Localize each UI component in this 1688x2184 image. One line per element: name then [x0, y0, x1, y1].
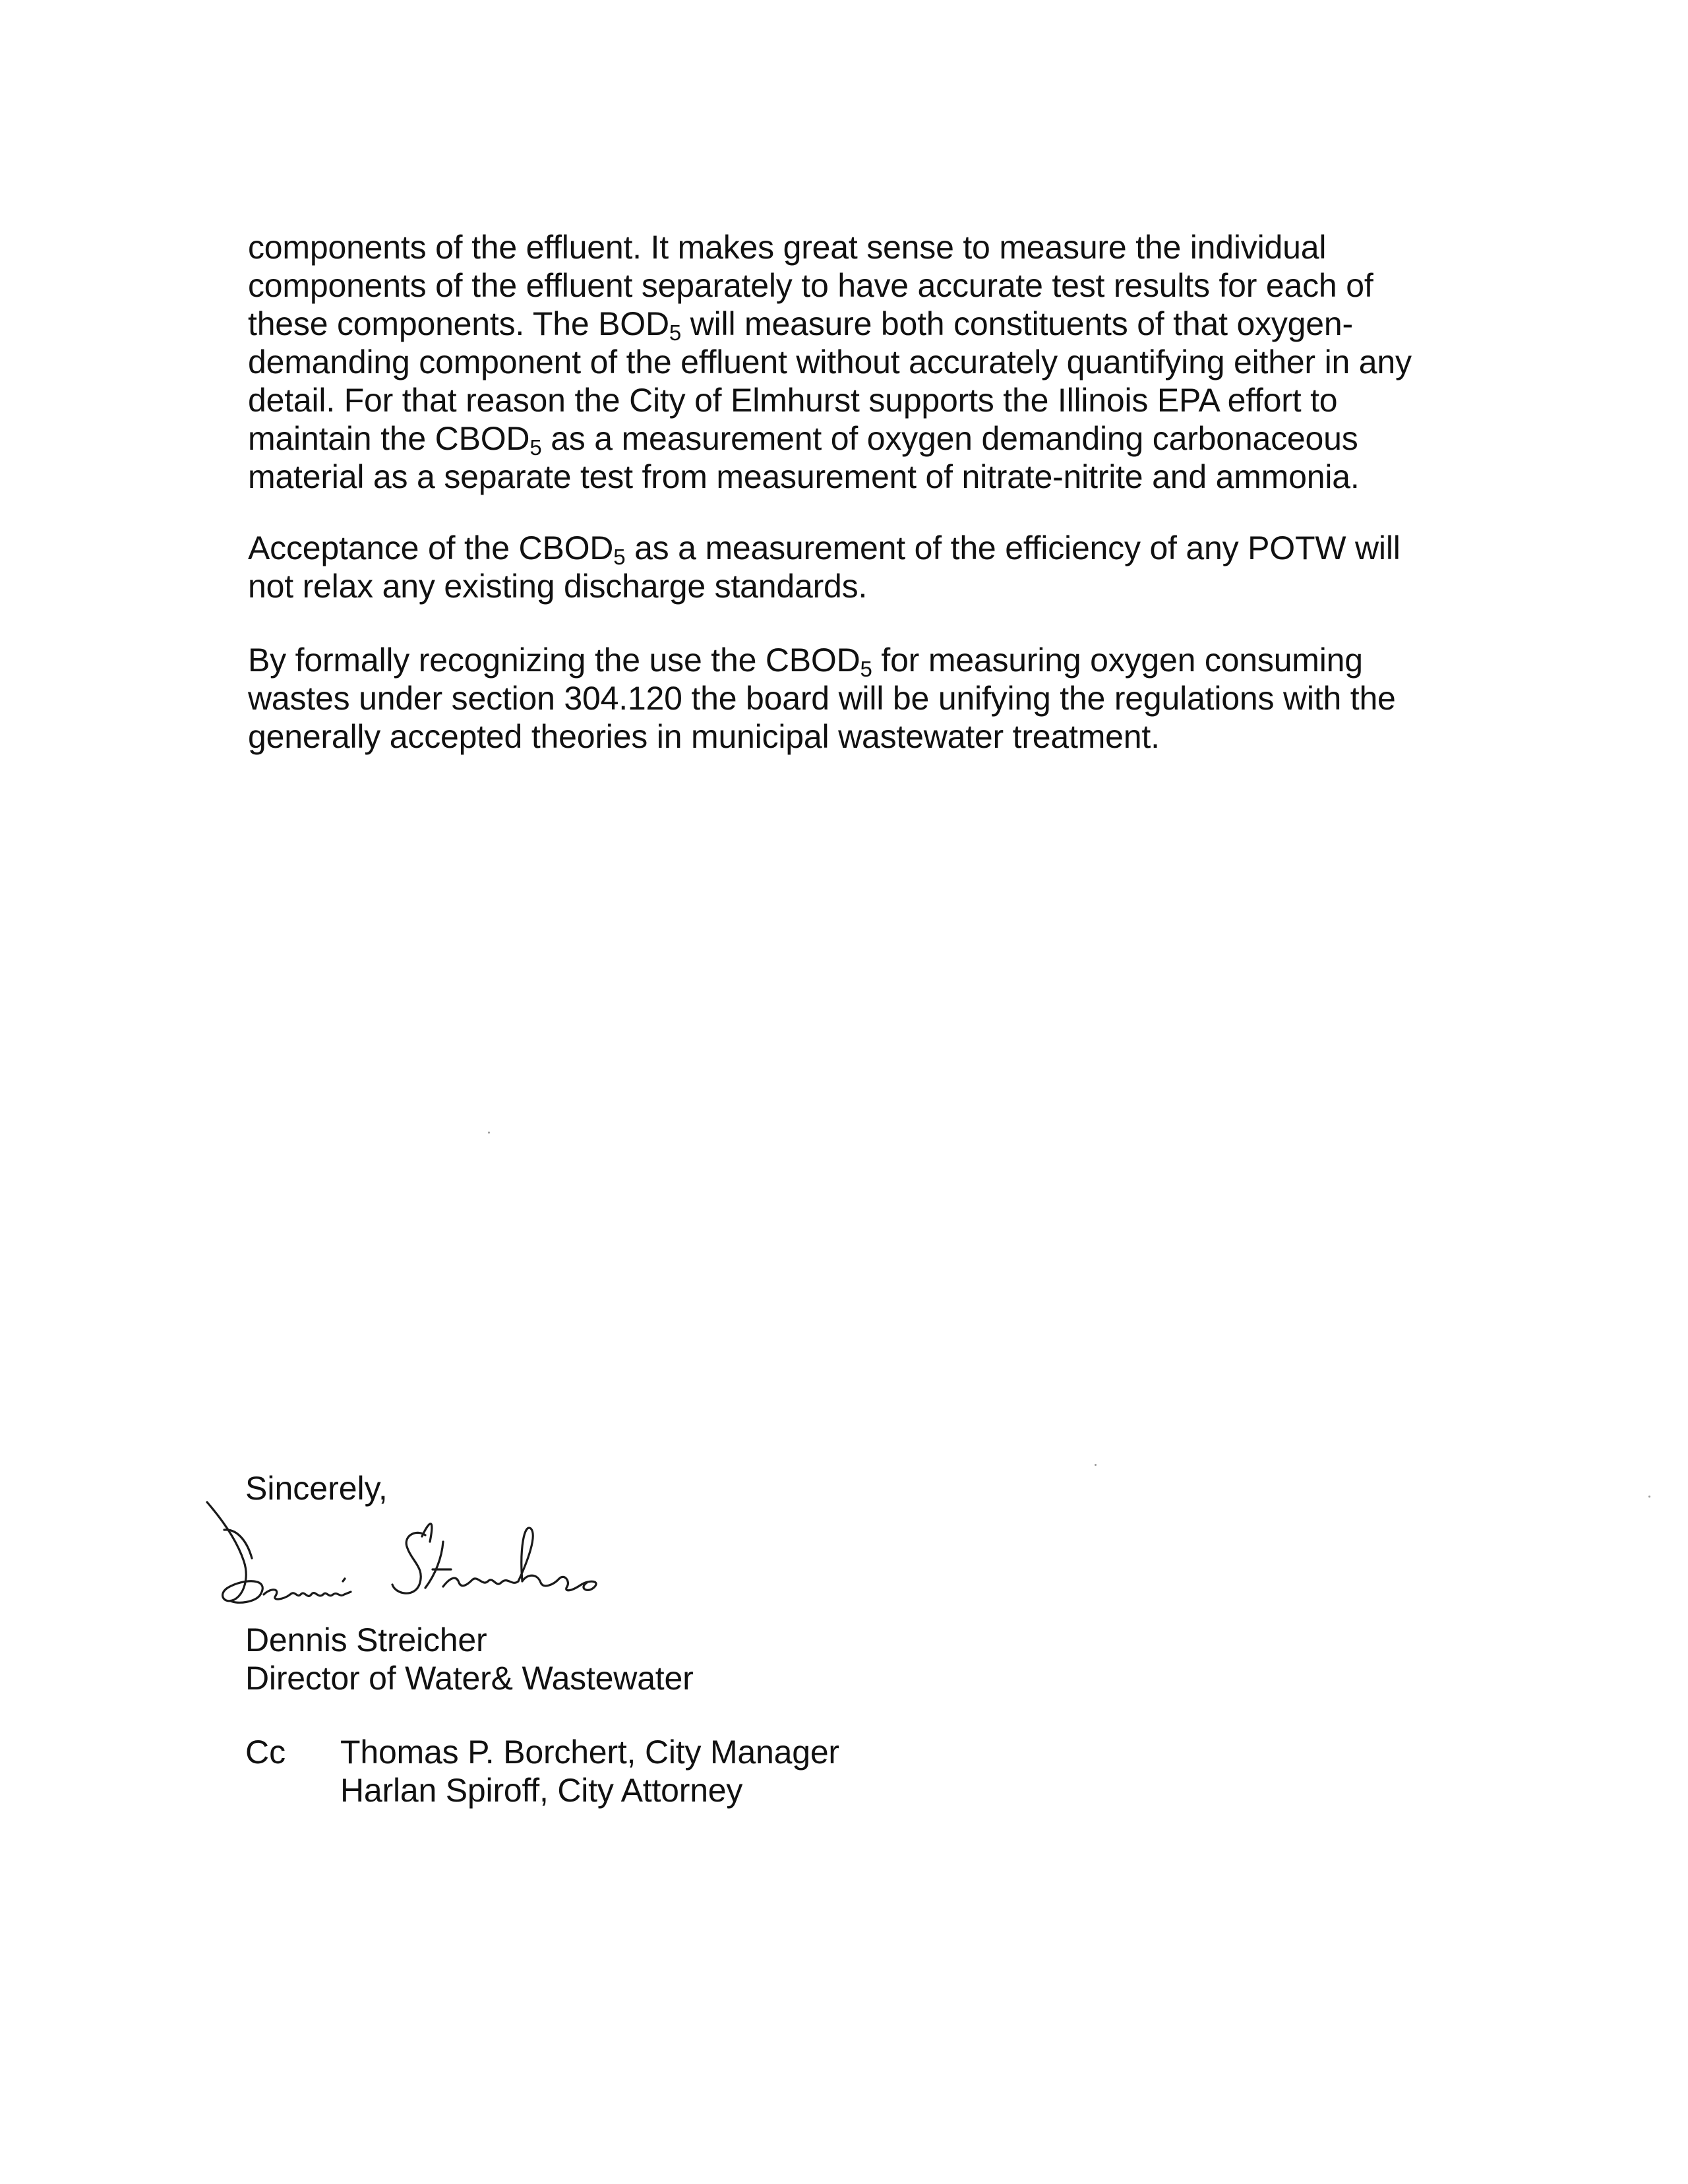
text-line: generally accepted theories in municipal wastewater treatment. [248, 718, 1160, 755]
signature-block [245, 1621, 694, 1697]
text-run: for measuring oxygen consuming [872, 642, 1363, 679]
text-line: not relax any existing discharge standards. [248, 568, 868, 605]
text-line [248, 529, 1401, 567]
text-line: material as a separate test from measurement of nitrate-nitrite and ammonia. [248, 458, 1360, 495]
text-run: as a measurement of oxygen demanding carbonaceous [541, 420, 1358, 457]
text-run: maintain the CBOD [248, 420, 530, 457]
scan-speck [1095, 1464, 1097, 1466]
text-line: components of the effluent. It makes great sense to measure the individual [248, 229, 1327, 266]
handwritten-signature [198, 1496, 646, 1608]
signer-name: Dennis Streicher [245, 1622, 487, 1658]
body-paragraph-3 [248, 641, 1396, 756]
subscript: 5 [669, 320, 682, 345]
signer-title: Director of Water& Wastewater [245, 1660, 694, 1697]
text-run: will measure both constituents of that oxygen- [681, 305, 1353, 342]
text-run: these components. The BOD [248, 305, 669, 342]
text-run: as a measurement of the efficiency of any POTW will [625, 530, 1401, 566]
text-run: By formally recognizing the use the CBOD [248, 642, 860, 679]
text-line [248, 305, 1412, 343]
text-line [248, 641, 1396, 679]
text-line: detail. For that reason the City of Elmhurst supports the Illinois EPA effort to [248, 382, 1338, 419]
scan-speck [1648, 1496, 1650, 1498]
closing-salutation: Sincerely, [245, 1470, 388, 1507]
cc-recipient: Harlan Spiroff, City Attorney [340, 1772, 743, 1809]
cc-recipient: Thomas P. Borchert, City Manager [340, 1734, 839, 1771]
subscript: 5 [860, 657, 872, 681]
subscript: 5 [613, 545, 626, 569]
cc-label: Cc [245, 1734, 286, 1771]
body-paragraph-1 [248, 228, 1412, 496]
text-line: wastes under section 304.120 the board will be unifying the regulations with the [248, 680, 1396, 717]
body-paragraph-2 [248, 529, 1401, 605]
cc-list [340, 1733, 839, 1809]
text-run: Acceptance of the CBOD [248, 530, 614, 566]
text-line: components of the effluent separately to have accurate test results for each of [248, 267, 1373, 304]
text-line [248, 419, 1412, 458]
scan-speck [488, 1132, 490, 1134]
subscript: 5 [529, 435, 542, 460]
text-line: demanding component of the effluent without accurately quantifying either in any [248, 344, 1412, 380]
